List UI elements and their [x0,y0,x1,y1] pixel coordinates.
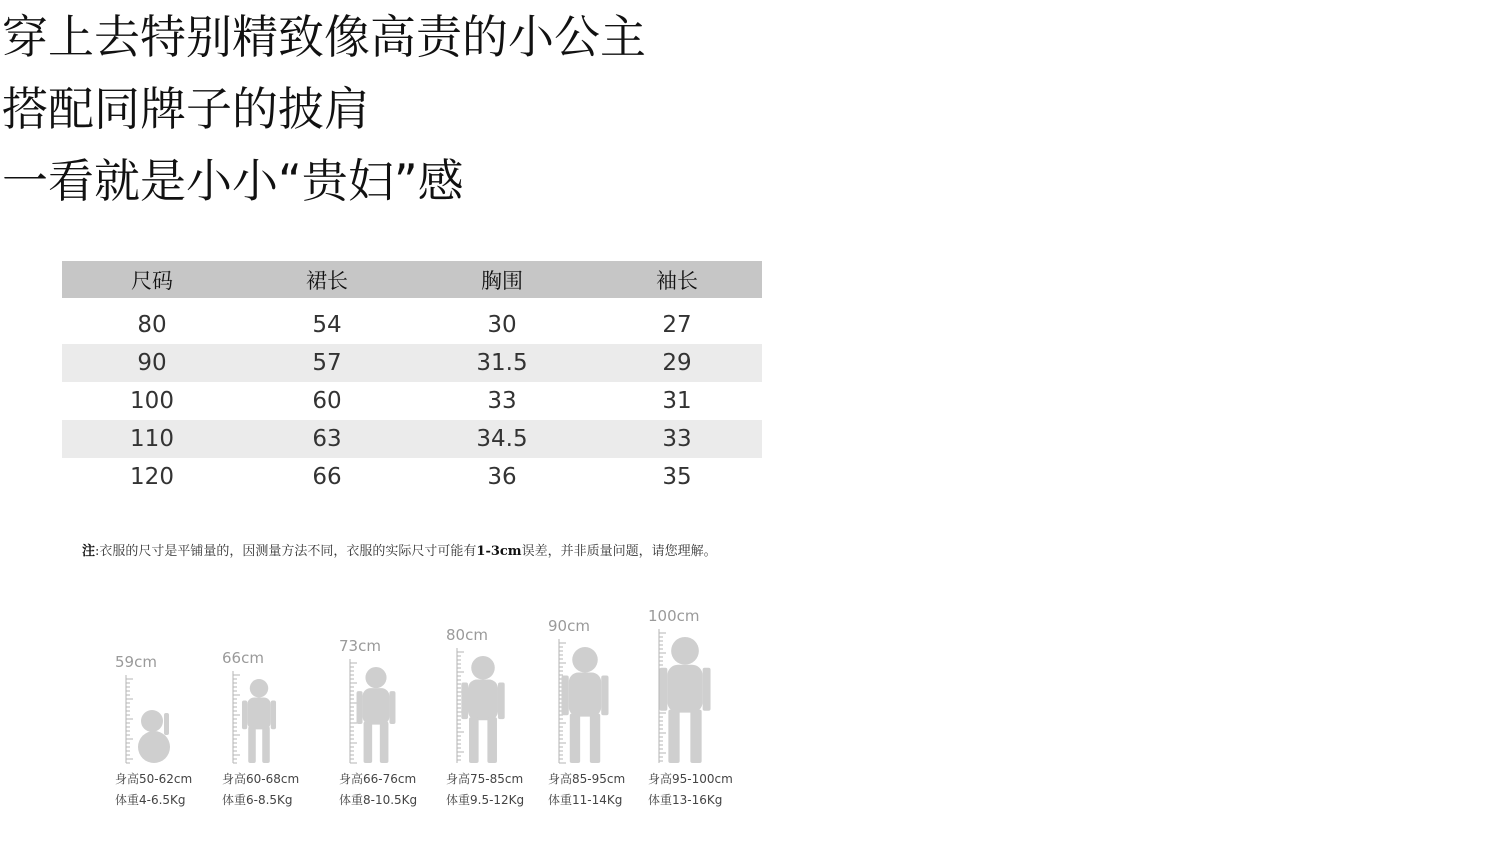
size-table-header-row [62,261,762,298]
body-weight-caption: 体重11-14Kg [548,793,623,807]
cell-size: 80 [137,312,167,338]
cell-skirt-length: 54 [312,312,342,338]
ruler-icon [350,659,357,763]
cell-skirt-length: 60 [312,388,342,414]
table-row [62,382,762,420]
headline-line-2: 搭配同牌子的披肩 [2,82,370,136]
note-prefix: 注 [82,544,96,559]
height-figure [446,626,524,807]
height-chart [100,605,740,815]
body-weight-caption: 体重4-6.5Kg [115,793,186,807]
child-silhouette-icon [242,679,276,763]
height-label: 73cm [339,637,381,655]
cell-size: 110 [62,420,242,458]
ruler-icon [233,671,240,763]
cell-skirt-length: 63 [242,420,412,458]
cell-size: 100 [130,388,174,414]
height-label: 59cm [115,653,157,671]
cell-chest: 30 [487,312,517,338]
cell-sleeve-length: 27 [662,312,692,338]
table-row [62,420,762,458]
height-figure [115,653,192,807]
child-silhouette-icon [357,667,396,763]
cell-sleeve-length: 35 [662,464,692,490]
header-skirt-length: 裙长 [242,261,412,298]
height-label: 90cm [548,617,590,635]
size-table [62,261,762,496]
note-text-after: 误差，并非质量问题，请您理解。 [521,544,717,559]
height-figure [222,649,299,807]
header-sleeve-length: 袖长 [592,261,762,298]
note-text-before: :衣服的尺寸是平铺量的，因测量方法不同，衣服的实际尺寸可能有 [95,544,477,559]
body-height-caption: 身高50-62cm [115,772,193,786]
headline-line-1: 穿上去特别精致像高责的小公主 [2,10,646,64]
cell-chest: 34.5 [412,420,592,458]
table-row [62,306,762,344]
table-row [62,344,762,382]
cell-skirt-length: 66 [312,464,342,490]
cell-size: 120 [130,464,174,490]
headline-line-3: 一看就是小小“贵妇”感 [2,154,464,208]
cell-skirt-length: 57 [242,344,412,382]
height-label: 80cm [446,626,488,644]
height-figure [548,617,625,807]
cell-sleeve-length: 33 [592,420,762,458]
body-height-caption: 身高95-100cm [648,772,733,786]
body-height-caption: 身高85-95cm [548,772,626,786]
child-silhouette-icon [138,710,170,763]
height-figure [339,637,417,807]
body-height-caption: 身高60-68cm [222,772,300,786]
header-size: 尺码 [62,261,242,298]
body-weight-caption: 体重13-16Kg [648,793,723,807]
measurement-note [82,540,717,559]
cell-chest: 36 [487,464,517,490]
cell-chest: 31.5 [412,344,592,382]
body-weight-caption: 体重9.5-12Kg [446,793,525,807]
child-silhouette-icon [561,647,608,763]
cell-sleeve-length: 31 [662,388,692,414]
body-weight-caption: 体重8-10.5Kg [339,793,418,807]
header-chest: 胸围 [412,261,592,298]
height-figure [648,607,733,807]
height-label: 66cm [222,649,264,667]
height-label: 100cm [648,607,700,625]
body-weight-caption: 体重6-8.5Kg [222,793,293,807]
body-height-caption: 身高75-85cm [446,772,524,786]
child-silhouette-icon [461,656,504,763]
cell-sleeve-length: 29 [592,344,762,382]
child-silhouette-icon [659,637,710,763]
body-height-caption: 身高66-76cm [339,772,417,786]
cell-size: 90 [62,344,242,382]
table-row [62,458,762,496]
cell-chest: 33 [487,388,517,414]
ruler-icon [126,675,133,763]
note-emphasis: 1-3cm [476,544,522,559]
